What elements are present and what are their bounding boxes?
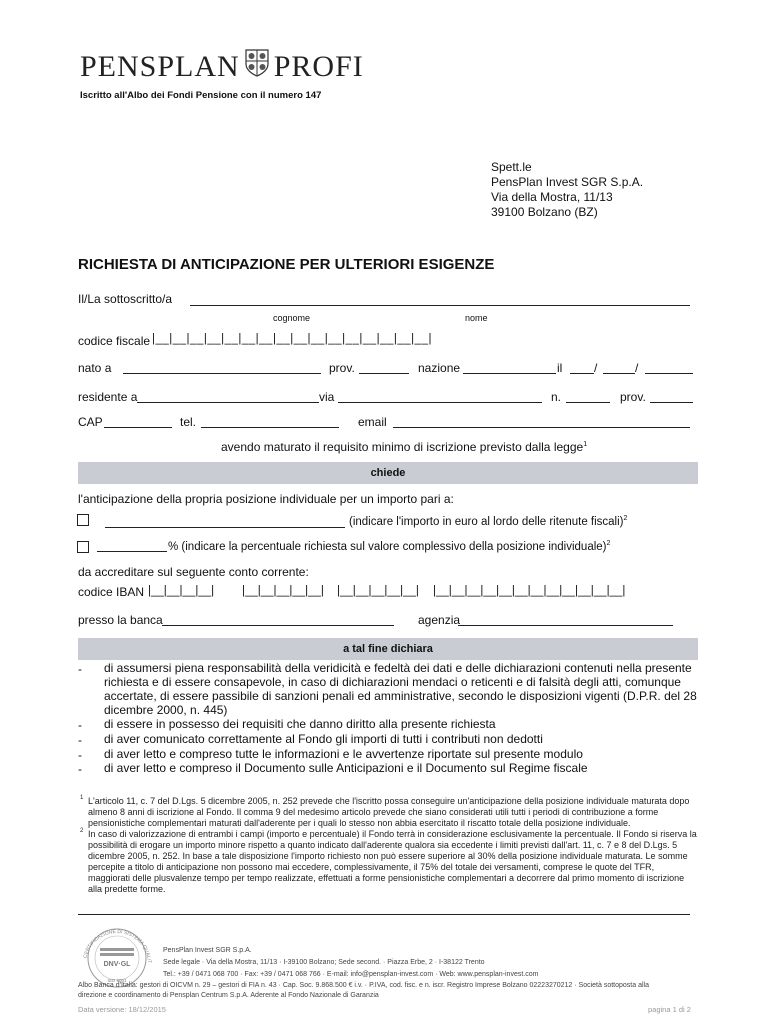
iban-group-4[interactable]: |__|__|__|__|__|__|__|__|__|__|__|__| [433, 585, 626, 597]
recipient-line-1: Spett.le [491, 160, 532, 174]
iban-group-1[interactable]: |__|__|__|__| [148, 585, 215, 597]
footer-divider [78, 914, 690, 915]
declaration-item-1: di assumersi piena responsabilità della veridicità e fedeltà dei dati e delle dichiarazioni contenuti nella presente richiesta e di essere consapevole, in caso di dichiarazioni mendaci o reticenti e di falsità degli atti, comunque accertate, di essere passibile di sanzioni penali ed amministrative, secondo le disposizioni vigenti (D.P.R. del 28 dicembre 2000, n. 445) [104, 661, 697, 717]
n-input-line[interactable] [566, 402, 610, 403]
chiede-banner: chiede [78, 462, 698, 484]
declaration-item-5: di aver letto e compreso il Documento sulle Anticipazioni e il Documento sul Regime fiscale [104, 761, 588, 775]
option-importo-text [349, 515, 627, 528]
bullet-dash-1: - [78, 662, 82, 676]
email-input-line[interactable] [393, 427, 690, 428]
declaration-item-2: di essere in possesso dei requisiti che danno diritto alla presente richiesta [104, 717, 496, 731]
cap-input-line[interactable] [104, 427, 172, 428]
importo-checkbox[interactable] [77, 514, 89, 526]
iban-group-3[interactable]: |__|__|__|__|__| [337, 585, 419, 597]
date-day-line[interactable] [570, 373, 594, 374]
date-year-line[interactable] [645, 373, 693, 374]
banca-input-line[interactable] [162, 625, 394, 626]
email-label: email [358, 415, 387, 429]
importo-input-line[interactable] [105, 527, 345, 528]
iban-group-2[interactable]: |__|__|__|__|__| [242, 585, 324, 597]
page-number: pagina 1 di 2 [648, 1005, 691, 1014]
prov2-input-line[interactable] [650, 402, 693, 403]
undersigned-input-line[interactable] [190, 305, 690, 306]
page-title: RICHIESTA DI ANTICIPAZIONE PER ULTERIORI ESIGENZE [78, 256, 495, 273]
codice-fiscale-label: codice fiscale [78, 334, 151, 348]
option-percentuale-label: % (indicare la percentuale richiesta sul valore complessivo della posizione individuale) [168, 540, 607, 553]
bullet-dash-4: - [78, 748, 82, 762]
recipient-line-3: Via della Mostra, 11/13 [491, 190, 613, 204]
seal-iso: ISO 9001 [107, 978, 127, 983]
residente-input-line[interactable] [137, 402, 319, 403]
percentuale-checkbox[interactable] [77, 541, 89, 553]
footer-legal-1: Albo Banca d'Italia: gestori di OICVM n. 29 – gestori di FIA n. 43 · Cap. Soc. 9.868.500 € i.v. · P.IVA, cod. fisc. e n. iscr. Registro Imprese Bolzano 02223270212 · Società sottoposta alla [78, 982, 649, 989]
banca-label: presso la banca [78, 613, 163, 627]
coat-of-arms-icon [244, 48, 270, 86]
iban-label: codice IBAN [78, 585, 145, 599]
quality-certification-seal [78, 922, 156, 988]
date-sep-1: / [594, 361, 598, 375]
bullet-dash-2: - [78, 718, 82, 732]
brand-logo [80, 48, 364, 86]
footnote-2-marker: 2 [80, 828, 84, 834]
footnote-2 [80, 829, 698, 895]
brand-name-left: PENSPLAN [80, 50, 240, 83]
bullet-dash-5: - [78, 762, 82, 776]
prov-label: prov. [329, 361, 355, 375]
recipient-line-2: PensPlan Invest SGR S.p.A. [491, 175, 644, 189]
footer-company: PensPlan Invest SGR S.p.A. [163, 947, 252, 954]
bullet-dash-3: - [78, 733, 82, 747]
footnote-1-text: L'articolo 11, c. 7 del D.Lgs. 5 dicembre 2005, n. 252 prevede che l'iscritto possa conseguire un'anticipazione della posizione individuale maturata dopo almeno 8 anni di iscrizione al Fondo. Il comma 9 del medesimo articolo prevede che siano considerati utili tutti i periodi di contribuzione a forme pensionistiche complementari maturati dall'aderente per i quali lo stesso non abbia esercitato il riscatto totale della posizione individuale. [88, 796, 690, 828]
nome-label: nome [465, 313, 488, 323]
option-percentuale-footnote-ref: 2 [606, 540, 611, 547]
agenzia-label: agenzia [418, 613, 461, 627]
requisito-text-main: avendo maturato il requisito minimo di iscrizione previsto dalla legge [221, 440, 584, 454]
percentuale-input-line[interactable] [97, 551, 167, 552]
footnote-1-marker: 1 [80, 795, 84, 801]
footer-address: Sede legale · Via della Mostra, 11/13 · I-39100 Bolzano; Sede second. · Piazza Erbe, 2 · I-38122 Trento [163, 959, 485, 966]
svg-text:CERTIFICAZIONE DI SISTEMA QUAL [78, 922, 152, 963]
declaration-item-3: di aver comunicato correttamente al Fondo gli importi di tutti i contributi non dedotti [104, 732, 543, 746]
accredito-text: da accreditare sul seguente conto corrente: [78, 565, 309, 579]
version-date: Data versione: 18/12/2015 [78, 1005, 166, 1014]
nato-label: nato a [78, 361, 112, 375]
via-label: via [319, 390, 335, 404]
dichiara-banner: a tal fine dichiara [78, 638, 698, 660]
declaration-item-4: di aver letto e compreso tutte le informazioni e le avvertenze riportate sul presente modulo [104, 747, 583, 761]
via-input-line[interactable] [338, 402, 542, 403]
tel-input-line[interactable] [201, 427, 339, 428]
cap-label: CAP [78, 415, 103, 429]
option-importo-footnote-ref: 2 [623, 515, 628, 522]
requisito-footnote-ref: 1 [583, 441, 588, 448]
footer-contacts: Tel.: +39 / 0471 068 700 · Fax: +39 / 0471 068 766 · E-mail: info@pensplan-invest.com · Web: www.pensplan-invest.com [163, 971, 539, 978]
chiede-intro: l'anticipazione della propria posizione individuale per un importo pari a: [78, 492, 454, 506]
requisito-text [221, 440, 587, 454]
footnote-1 [80, 796, 698, 829]
codice-fiscale-boxes[interactable]: |__|__|__|__|__|__|__|__|__|__|__|__|__|__|__|__| [152, 333, 432, 345]
footnote-2-text: In caso di valorizzazione di entrambi i campi (importo e percentuale) il Fondo terrà in considerazione esclusivamente la percentuale. Il Fondo si riserva la possibilità di erogare un importo minore rispetto a quanto indicato dall'aderente qualora sia eccedente i limiti previsti dall'art. 11, c. 7 e 8 del D.Lgs. 5 dicembre 2005, n. 252. In base a tale disposizione l'importo richiesto non può essere superiore al 30% della posizione individuale maturata. Le somme percepite a titolo di anticipazione non possono mai eccedere, complessivamente, il 75% del totale dei versamenti, comprese le quote del TFR, maggiorati delle plusvalenze tempo per tempo realizzate, effettuati a forme pensionistiche complementari a decorrere dal primo momento di iscrizione alla predette forme. [88, 829, 697, 894]
il-label: il [557, 361, 563, 375]
seal-brand: DNV·GL [103, 961, 131, 968]
tel-label: tel. [180, 415, 197, 429]
date-month-line[interactable] [603, 373, 635, 374]
undersigned-label: Il/La sottoscritto/a [78, 292, 173, 306]
recipient-address [491, 160, 643, 220]
footer-legal-2: direzione e coordinamento di Pensplan Centrum S.p.A. Aderente al Fondo Nazionale di Garanzia [78, 992, 379, 999]
prov-input-line[interactable] [359, 373, 409, 374]
date-sep-2: / [635, 361, 639, 375]
residente-label: residente a [78, 390, 138, 404]
option-importo-label: (indicare l'importo in euro al lordo delle ritenute fiscali) [349, 515, 624, 528]
registry-text: Iscritto all'Albo dei Fondi Pensione con il numero 147 [80, 90, 322, 101]
nazione-label: nazione [418, 361, 461, 375]
cognome-label: cognome [273, 313, 311, 323]
nato-input-line[interactable] [123, 373, 321, 374]
brand-name-right: PROFI [273, 50, 364, 83]
option-percentuale-text [168, 540, 610, 553]
prov2-label: prov. [620, 390, 646, 404]
seal-ring-text: CERTIFICAZIONE DI SISTEMA QUALIT [82, 928, 153, 964]
n-label: n. [551, 390, 562, 404]
agenzia-input-line[interactable] [458, 625, 673, 626]
recipient-line-4: 39100 Bolzano (BZ) [491, 205, 598, 219]
nazione-input-line[interactable] [463, 373, 556, 374]
